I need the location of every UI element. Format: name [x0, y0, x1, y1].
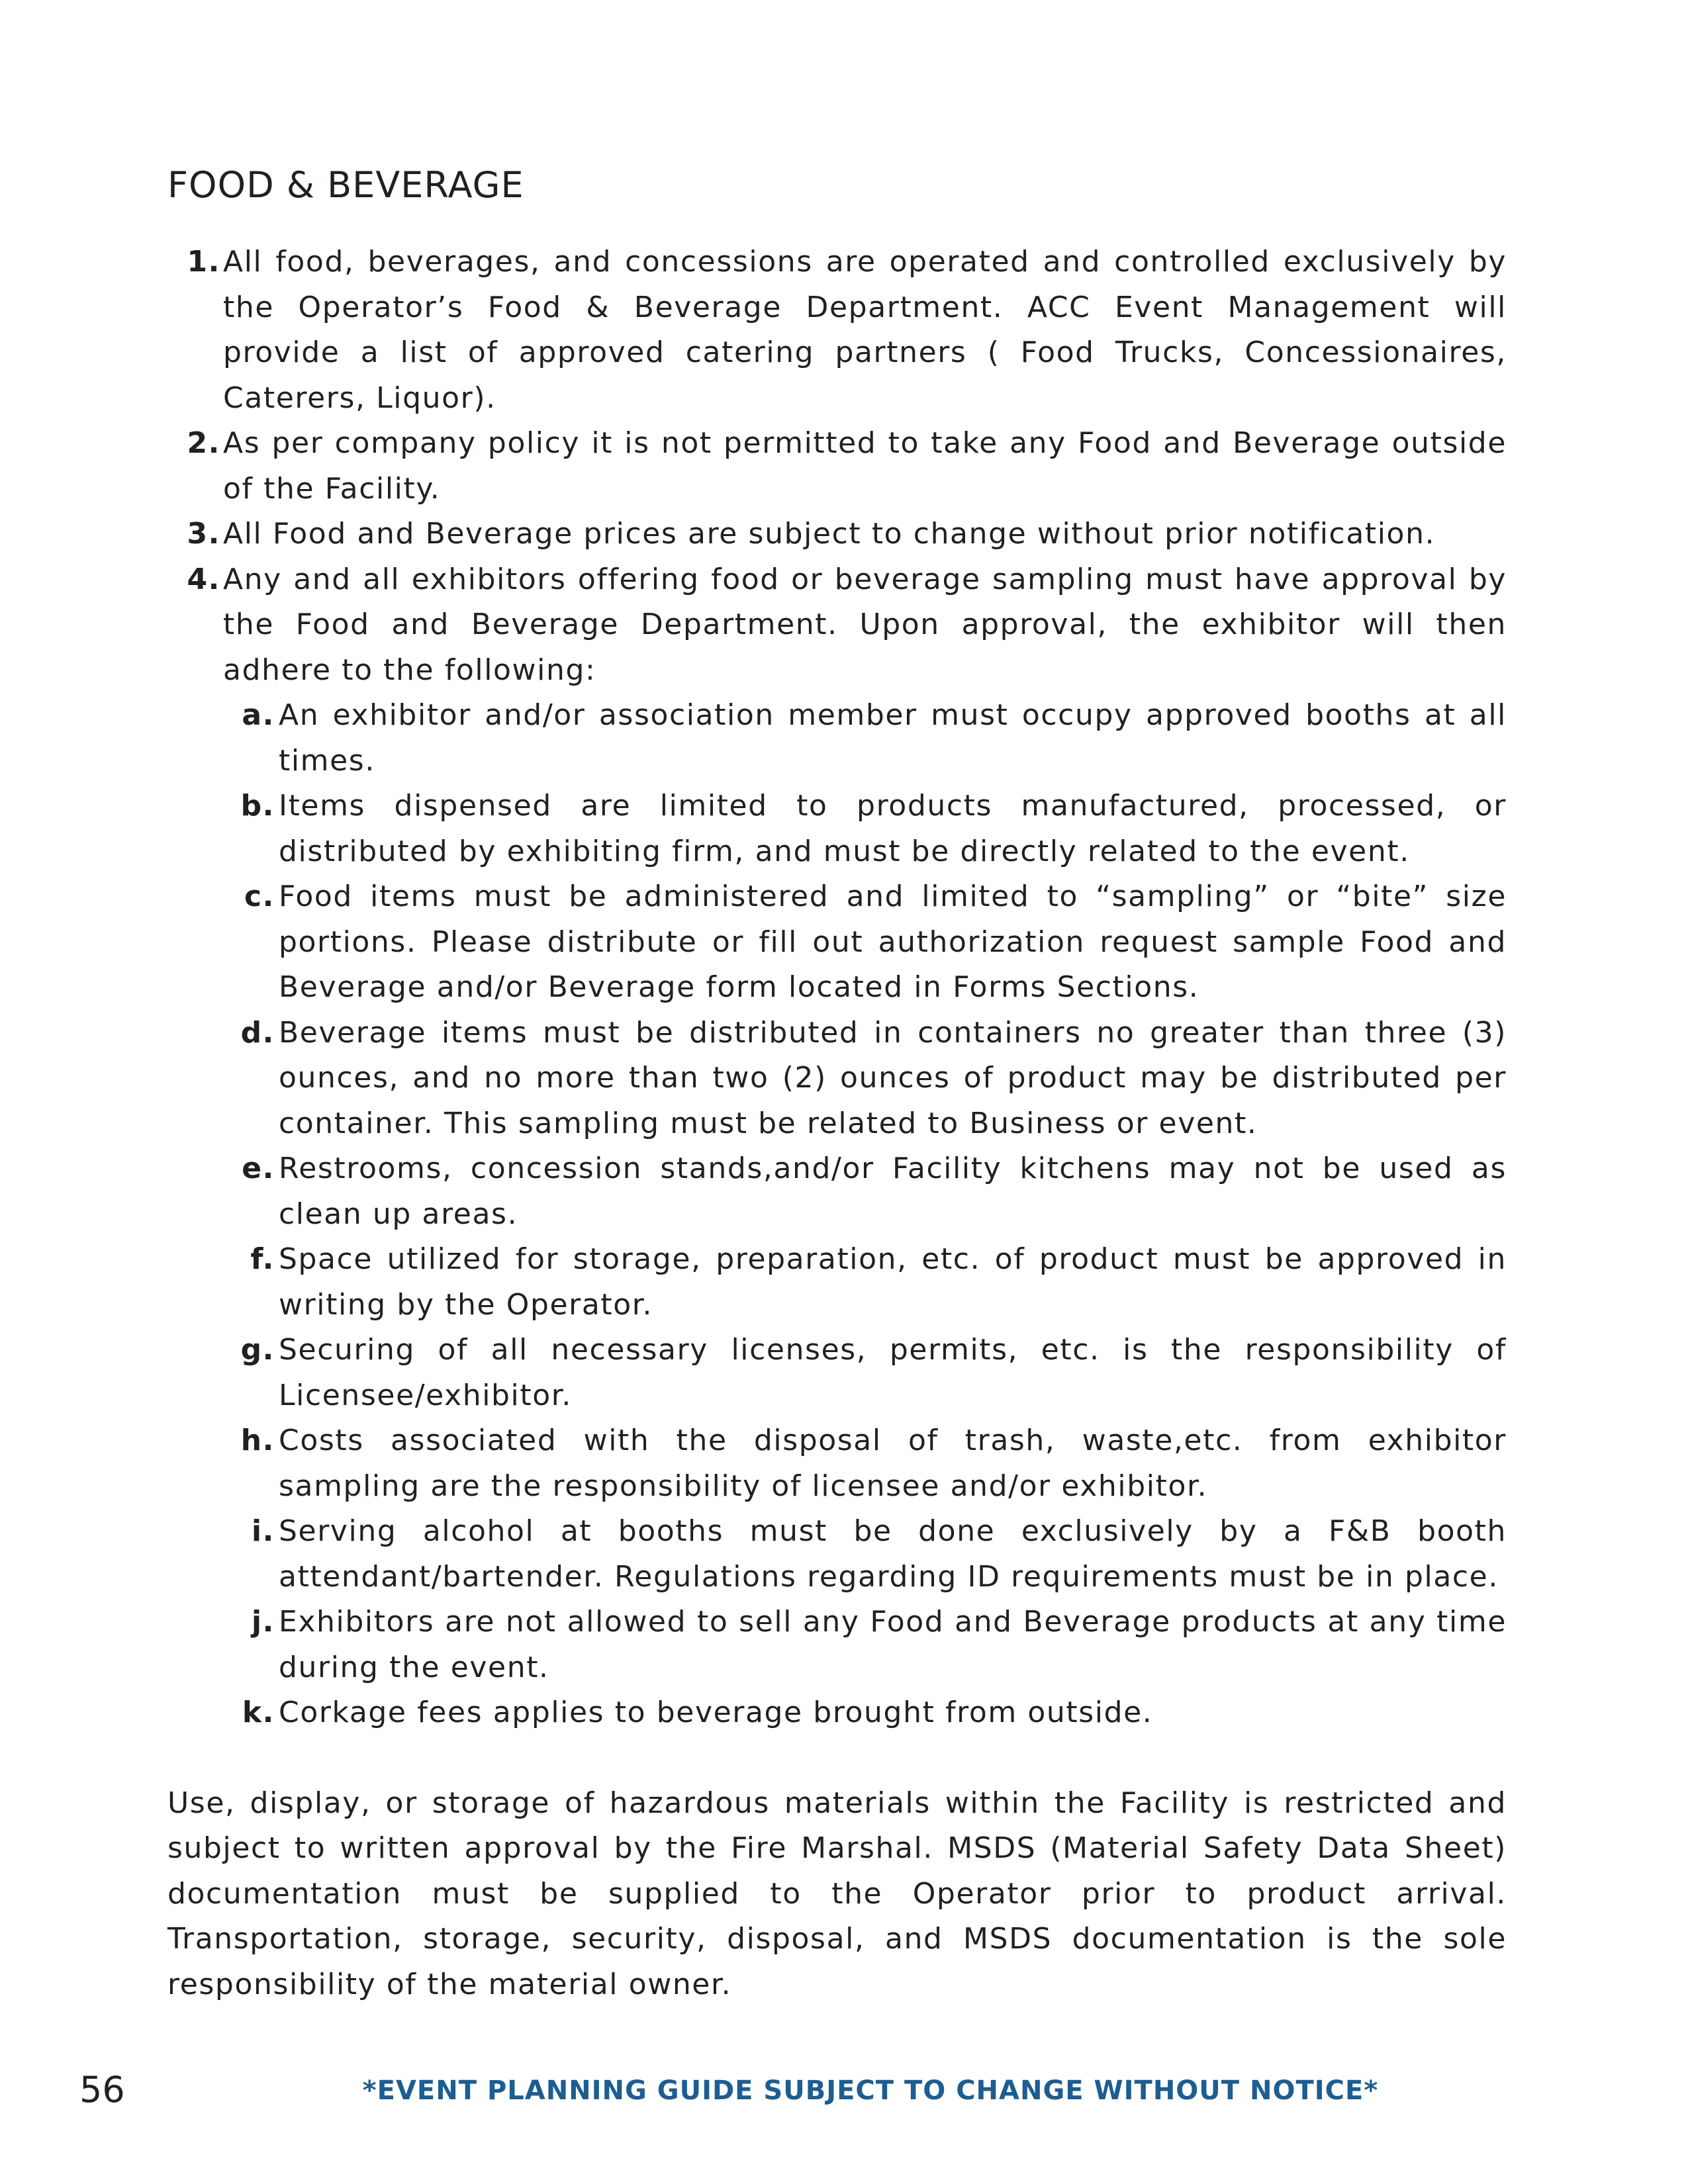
- sub-list-item: [223, 784, 1507, 874]
- sub-list-item: [223, 1690, 1507, 1736]
- sub-list-item: [223, 1509, 1507, 1600]
- list-item: [167, 557, 1507, 1736]
- sub-list-item: [223, 1237, 1507, 1328]
- sub-list-item: [223, 693, 1507, 784]
- sub-list-item: [223, 874, 1507, 1011]
- list-item-body: [223, 557, 1507, 1736]
- sub-list-marker: i.: [252, 1514, 275, 1548]
- list-marker: 3.: [187, 517, 220, 551]
- list-item: [167, 240, 1507, 421]
- sub-list-item: [223, 1600, 1507, 1690]
- list-marker: 4.: [187, 562, 220, 596]
- list-item-text: Any and all exhibitors offering food or beverage sampling must have approval by the Food and Beverage Department. Upon approval, the exhibitor will then adhere to the following:: [223, 562, 1507, 687]
- sub-list-marker: f.: [250, 1242, 275, 1276]
- sub-list-item-text: Restrooms, concession stands,and/or Facility kitchens may not be used as clean up areas.: [279, 1152, 1507, 1231]
- list-item: [167, 512, 1507, 557]
- sub-list-marker: c.: [244, 880, 275, 913]
- sub-list-item: [223, 1328, 1507, 1418]
- list-item-text: All food, beverages, and concessions are operated and controlled exclusively by the Operator’s Food & Beverage Department. ACC Event Management will provide a list of approved catering partners ( Food Trucks, Concessionaires, Caterers, Liquor).: [223, 245, 1507, 415]
- list-item-text: As per company policy it is not permitted to take any Food and Beverage outside of the Facility.: [223, 426, 1507, 506]
- sub-list-marker: h.: [240, 1424, 275, 1457]
- sub-list-marker: j.: [252, 1605, 275, 1639]
- sub-list-item-text: Beverage items must be distributed in containers no greater than three (3) ounces, and no more than two (2) ounces of product may be distributed per container. This sampling must be related to Business or event.: [279, 1015, 1507, 1140]
- sub-list-marker: g.: [240, 1333, 275, 1367]
- page-number: 56: [79, 2069, 125, 2111]
- sub-list-marker: k.: [242, 1696, 275, 1729]
- sub-list-item-text: Exhibitors are not allowed to sell any Food and Beverage products at any time during the event.: [279, 1605, 1507, 1684]
- list-marker: 2.: [187, 426, 220, 460]
- sub-list-marker: d.: [240, 1015, 275, 1050]
- sub-list-item-text: Securing of all necessary licenses, permits, etc. is the responsibility of Licensee/exhibitor.: [279, 1333, 1507, 1412]
- sub-list-marker: b.: [240, 789, 275, 823]
- sub-list-item-text: An exhibitor and/or association member must occupy approved booths at all times.: [279, 698, 1507, 778]
- sub-list-item-text: Items dispensed are limited to products manufactured, processed, or distributed by exhibiting firm, and must be directly related to the event.: [279, 789, 1507, 868]
- sub-list-item-text: Food items must be administered and limited to “sampling” or “bite” size portions. Please distribute or fill out authorization request sample Food and Beverage and/or Beverage form located in Forms Sections.: [279, 880, 1507, 1004]
- sub-list-item: [223, 1011, 1507, 1147]
- list-item: [167, 421, 1507, 512]
- sub-list-item-text: Corkage fees applies to beverage brought from outside.: [279, 1696, 1153, 1729]
- page-title: FOOD & BEVERAGE: [167, 164, 524, 206]
- sub-list-item-text: Serving alcohol at booths must be done exclusively by a F&B booth attendant/bartender. Regulations regarding ID requirements must be in place.: [279, 1514, 1507, 1594]
- sub-list-marker: a.: [242, 698, 275, 732]
- sub-list-item-text: Space utilized for storage, preparation, etc. of product must be approved in writing by the Operator.: [279, 1242, 1507, 1322]
- list-marker: 1.: [187, 245, 220, 279]
- sub-list: [223, 693, 1507, 1736]
- list-item-text: All Food and Beverage prices are subject to change without prior notification.: [223, 517, 1436, 551]
- closing-paragraph: Use, display, or storage of hazardous materials within the Facility is restricted and subject to written approval by the Fire Marshal. MSDS (Material Safety Data Sheet) documentation must be supplied to the Operator prior to product arrival. Transportation, storage, security, disposal, and MSDS documentation is the sole responsibility of the material owner.: [167, 1786, 1507, 2001]
- footer-notice: *EVENT PLANNING GUIDE SUBJECT TO CHANGE WITHOUT NOTICE*: [362, 2075, 1379, 2106]
- document-body: [167, 240, 1507, 2036]
- sub-list-marker: e.: [242, 1152, 275, 1185]
- sub-list-item: [223, 1146, 1507, 1237]
- sub-list-item-text: Costs associated with the disposal of trash, waste,etc. from exhibitor sampling are the responsibility of licensee and/or exhibitor.: [279, 1424, 1507, 1503]
- sub-list-item: [223, 1418, 1507, 1509]
- main-list: [167, 240, 1507, 1736]
